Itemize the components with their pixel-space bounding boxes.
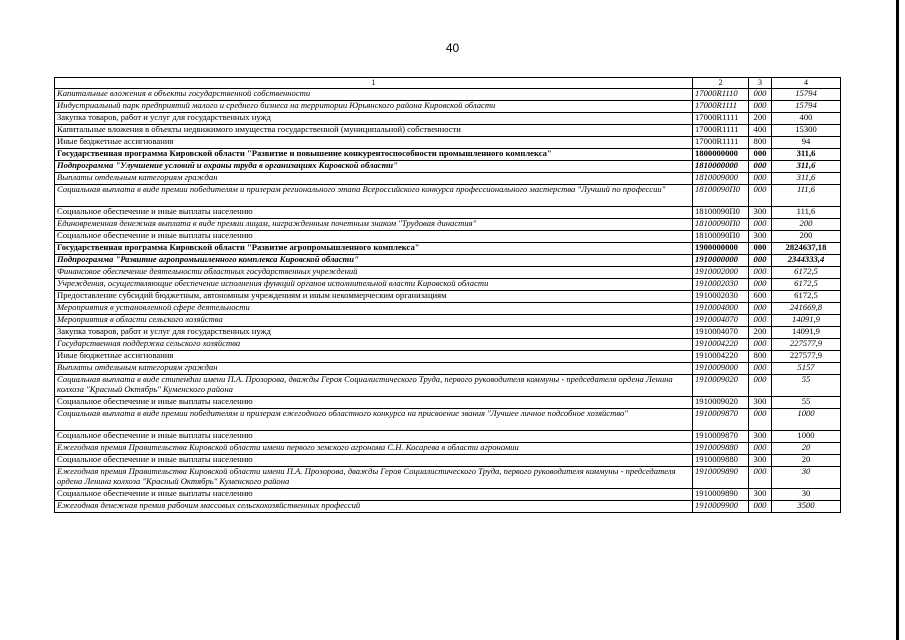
row-code-cell: 1910004000: [693, 303, 749, 315]
row-sum-cell: 94: [772, 137, 841, 149]
table-row: [55, 501, 841, 513]
row-vr-cell: 300: [749, 397, 772, 409]
row-code-cell: 1910009000: [693, 363, 749, 375]
table-row: [55, 303, 841, 315]
row-name-cell: Государственная программа Кировской области "Развитие агропромышленного комплекса": [55, 243, 693, 255]
row-sum-cell: 1000: [772, 409, 841, 431]
row-code-cell: 1910004220: [693, 339, 749, 351]
row-code-cell: 1910009880: [693, 455, 749, 467]
row-code-cell: 1910002000: [693, 267, 749, 279]
budget-table-body: [55, 78, 841, 513]
row-name-cell: Подпрограмма "Улучшение условий и охраны труда в организациях Кировской области": [55, 161, 693, 173]
row-name-cell: Социальное обеспечение и иные выплаты населению: [55, 489, 693, 501]
row-code-cell: 1910002030: [693, 291, 749, 303]
row-code-cell: 1910004220: [693, 351, 749, 363]
row-code-cell: 1910004070: [693, 315, 749, 327]
row-sum-cell: 30: [772, 489, 841, 501]
row-sum-cell: 200: [772, 219, 841, 231]
row-vr-cell: 400: [749, 125, 772, 137]
header-cell-name: 1: [55, 78, 693, 89]
row-name-cell: Предоставление субсидий бюджетным, автономным учреждениям и иным некоммерческим организациям: [55, 291, 693, 303]
row-sum-cell: 14091,9: [772, 327, 841, 339]
page-number: 40: [445, 41, 460, 55]
table-row: [55, 173, 841, 185]
row-sum-cell: 2344333,4: [772, 255, 841, 267]
row-name-cell: Индустриальный парк предприятий малого и среднего бизнеса на территории Юрьянского района Кировской области: [55, 101, 693, 113]
row-sum-cell: 20: [772, 455, 841, 467]
row-vr-cell: 000: [749, 267, 772, 279]
row-vr-cell: 000: [749, 89, 772, 101]
header-cell-code: 2: [693, 78, 749, 89]
table-row: [55, 375, 841, 397]
row-sum-cell: 311,6: [772, 161, 841, 173]
table-row: [55, 397, 841, 409]
row-name-cell: Мероприятия в установленной сфере деятельности: [55, 303, 693, 315]
row-code-cell: 18100090П0: [693, 231, 749, 243]
table-row: [55, 185, 841, 207]
row-vr-cell: 200: [749, 327, 772, 339]
row-vr-cell: 000: [749, 149, 772, 161]
row-code-cell: 1810009000: [693, 173, 749, 185]
row-vr-cell: 000: [749, 303, 772, 315]
row-name-cell: Государственная программа Кировской области "Развитие и повышение конкурентоспособности промышленного комплекса": [55, 149, 693, 161]
table-row: [55, 101, 841, 113]
row-name-cell: Социальная выплата в виде премии победителям и призерам ежегодного областного конкурса на присвоение звания "Лучшее личное подсобное хозяйство": [55, 409, 693, 431]
row-code-cell: 1910000000: [693, 255, 749, 267]
row-code-cell: 1910009020: [693, 397, 749, 409]
row-vr-cell: 800: [749, 351, 772, 363]
row-sum-cell: 15794: [772, 89, 841, 101]
row-vr-cell: 300: [749, 489, 772, 501]
row-name-cell: Иные бюджетные ассигнования: [55, 137, 693, 149]
row-sum-cell: 30: [772, 467, 841, 489]
row-vr-cell: 000: [749, 467, 772, 489]
table-row: [55, 431, 841, 443]
table-row: [55, 363, 841, 375]
row-vr-cell: 300: [749, 431, 772, 443]
row-code-cell: 1910009890: [693, 489, 749, 501]
row-code-cell: 17000R1111: [693, 113, 749, 125]
row-code-cell: 1800000000: [693, 149, 749, 161]
table-row: [55, 315, 841, 327]
table-row: [55, 231, 841, 243]
row-vr-cell: 000: [749, 443, 772, 455]
budget-table: [54, 77, 841, 513]
row-vr-cell: 000: [749, 279, 772, 291]
row-code-cell: 1910002030: [693, 279, 749, 291]
row-sum-cell: 241669,8: [772, 303, 841, 315]
row-code-cell: 18100090П0: [693, 207, 749, 219]
row-sum-cell: 1000: [772, 431, 841, 443]
table-row: [55, 267, 841, 279]
row-code-cell: 1910009020: [693, 375, 749, 397]
row-code-cell: 18100090П0: [693, 185, 749, 207]
row-sum-cell: 227577,9: [772, 351, 841, 363]
row-vr-cell: 000: [749, 363, 772, 375]
row-vr-cell: 600: [749, 291, 772, 303]
row-sum-cell: 200: [772, 231, 841, 243]
row-name-cell: Закупка товаров, работ и услуг для государственных нужд: [55, 113, 693, 125]
row-name-cell: Закупка товаров, работ и услуг для государственных нужд: [55, 327, 693, 339]
row-name-cell: Социальное обеспечение и иные выплаты населению: [55, 397, 693, 409]
row-vr-cell: 000: [749, 315, 772, 327]
table-row: [55, 161, 841, 173]
table-row: [55, 339, 841, 351]
row-code-cell: 1810000000: [693, 161, 749, 173]
row-code-cell: 17000R1111: [693, 101, 749, 113]
table-row: [55, 149, 841, 161]
row-vr-cell: 000: [749, 501, 772, 513]
row-sum-cell: 15300: [772, 125, 841, 137]
row-code-cell: 17000R1110: [693, 89, 749, 101]
row-vr-cell: 000: [749, 375, 772, 397]
row-sum-cell: 55: [772, 375, 841, 397]
table-row: [55, 89, 841, 101]
row-sum-cell: 111,6: [772, 207, 841, 219]
row-name-cell: Финансовое обеспечение деятельности областных государственных учреждений: [55, 267, 693, 279]
row-name-cell: Капитальные вложения в объекты государственной собственности: [55, 89, 693, 101]
row-name-cell: Социальная выплата в виде премии победителям и призерам регионального этапа Всероссийского конкурса профессионального мастерства "Лучший по профессии": [55, 185, 693, 207]
page-edge-bar: [896, 0, 899, 640]
header-cell-vr: 3: [749, 78, 772, 89]
row-vr-cell: 300: [749, 455, 772, 467]
row-vr-cell: 000: [749, 243, 772, 255]
row-vr-cell: 000: [749, 255, 772, 267]
row-sum-cell: 5157: [772, 363, 841, 375]
row-sum-cell: 400: [772, 113, 841, 125]
row-sum-cell: 55: [772, 397, 841, 409]
table-row: [55, 489, 841, 501]
table-header-row: [55, 78, 841, 89]
row-sum-cell: 311,6: [772, 173, 841, 185]
row-vr-cell: 200: [749, 113, 772, 125]
row-name-cell: Социальное обеспечение и иные выплаты населению: [55, 455, 693, 467]
table-row: [55, 125, 841, 137]
table-row: [55, 243, 841, 255]
table-row: [55, 207, 841, 219]
table-row: [55, 327, 841, 339]
row-name-cell: Подпрограмма "Развитие агропромышленного комплекса Кировской области": [55, 255, 693, 267]
row-sum-cell: 111,6: [772, 185, 841, 207]
row-code-cell: 1910009890: [693, 467, 749, 489]
row-vr-cell: 000: [749, 101, 772, 113]
row-name-cell: Государственная поддержка сельского хозяйства: [55, 339, 693, 351]
row-name-cell: Единовременная денежная выплата в виде премии лицам, награжденным почетным знаком "Трудовая династия": [55, 219, 693, 231]
row-sum-cell: 3500: [772, 501, 841, 513]
row-vr-cell: 000: [749, 409, 772, 431]
table-row: [55, 409, 841, 431]
row-vr-cell: 300: [749, 207, 772, 219]
table-row: [55, 137, 841, 149]
row-vr-cell: 000: [749, 173, 772, 185]
table-row: [55, 467, 841, 489]
table-row: [55, 443, 841, 455]
row-code-cell: 1910009880: [693, 443, 749, 455]
row-code-cell: 17000R1111: [693, 137, 749, 149]
row-code-cell: 17000R1111: [693, 125, 749, 137]
row-sum-cell: 6172,5: [772, 291, 841, 303]
row-name-cell: Мероприятия в области сельского хозяйства: [55, 315, 693, 327]
row-name-cell: Социальная выплата в виде стипендии имени П.А. Прозорова, дважды Героя Социалистического Труда, первого руководителя коммуны - председателя ордена Ленина колхоза "Красный Октябрь" Куменского района: [55, 375, 693, 397]
row-sum-cell: 311,6: [772, 149, 841, 161]
row-code-cell: 1900000000: [693, 243, 749, 255]
row-code-cell: 1910009870: [693, 409, 749, 431]
table-row: [55, 255, 841, 267]
row-sum-cell: 227577,9: [772, 339, 841, 351]
row-vr-cell: 000: [749, 339, 772, 351]
table-row: [55, 351, 841, 363]
table-row: [55, 219, 841, 231]
row-sum-cell: 6172,5: [772, 267, 841, 279]
row-name-cell: Капитальные вложения в объекты недвижимого имущества государственной (муниципальной) собственности: [55, 125, 693, 137]
table-row: [55, 291, 841, 303]
row-name-cell: Иные бюджетные ассигнования: [55, 351, 693, 363]
row-sum-cell: 6172,5: [772, 279, 841, 291]
header-cell-sum: 4: [772, 78, 841, 89]
row-vr-cell: 000: [749, 219, 772, 231]
row-name-cell: Социальное обеспечение и иные выплаты населению: [55, 231, 693, 243]
row-name-cell: Выплаты отдельным категориям граждан: [55, 363, 693, 375]
row-sum-cell: 14091,9: [772, 315, 841, 327]
row-sum-cell: 15794: [772, 101, 841, 113]
table-row: [55, 113, 841, 125]
row-name-cell: Социальное обеспечение и иные выплаты населению: [55, 207, 693, 219]
row-name-cell: Учреждения, осуществляющие обеспечение исполнения функций органов исполнительной власти Кировской области: [55, 279, 693, 291]
row-code-cell: 1910009870: [693, 431, 749, 443]
row-vr-cell: 800: [749, 137, 772, 149]
row-sum-cell: 2824637,18: [772, 243, 841, 255]
row-name-cell: Выплаты отдельным категориям граждан: [55, 173, 693, 185]
row-name-cell: Социальное обеспечение и иные выплаты населению: [55, 431, 693, 443]
row-vr-cell: 300: [749, 231, 772, 243]
row-vr-cell: 000: [749, 161, 772, 173]
row-sum-cell: 20: [772, 443, 841, 455]
row-code-cell: 18100090П0: [693, 219, 749, 231]
row-name-cell: Ежегодная денежная премия рабочим массовых сельскохозяйственных профессий: [55, 501, 693, 513]
row-vr-cell: 000: [749, 185, 772, 207]
row-name-cell: Ежегодная премия Правительства Кировской области имени П.А. Прозорова, дважды Героя Социалистического Труда, первого руководителя коммуны - председателя ордена Ленина колхоза "Красный Октябрь" Куменского района: [55, 467, 693, 489]
table-row: [55, 279, 841, 291]
row-code-cell: 1910004070: [693, 327, 749, 339]
table-row: [55, 455, 841, 467]
row-name-cell: Ежегодная премия Правительства Кировской области имени первого земского агронома С.Н. Косарева в области агрономии: [55, 443, 693, 455]
row-code-cell: 1910009900: [693, 501, 749, 513]
